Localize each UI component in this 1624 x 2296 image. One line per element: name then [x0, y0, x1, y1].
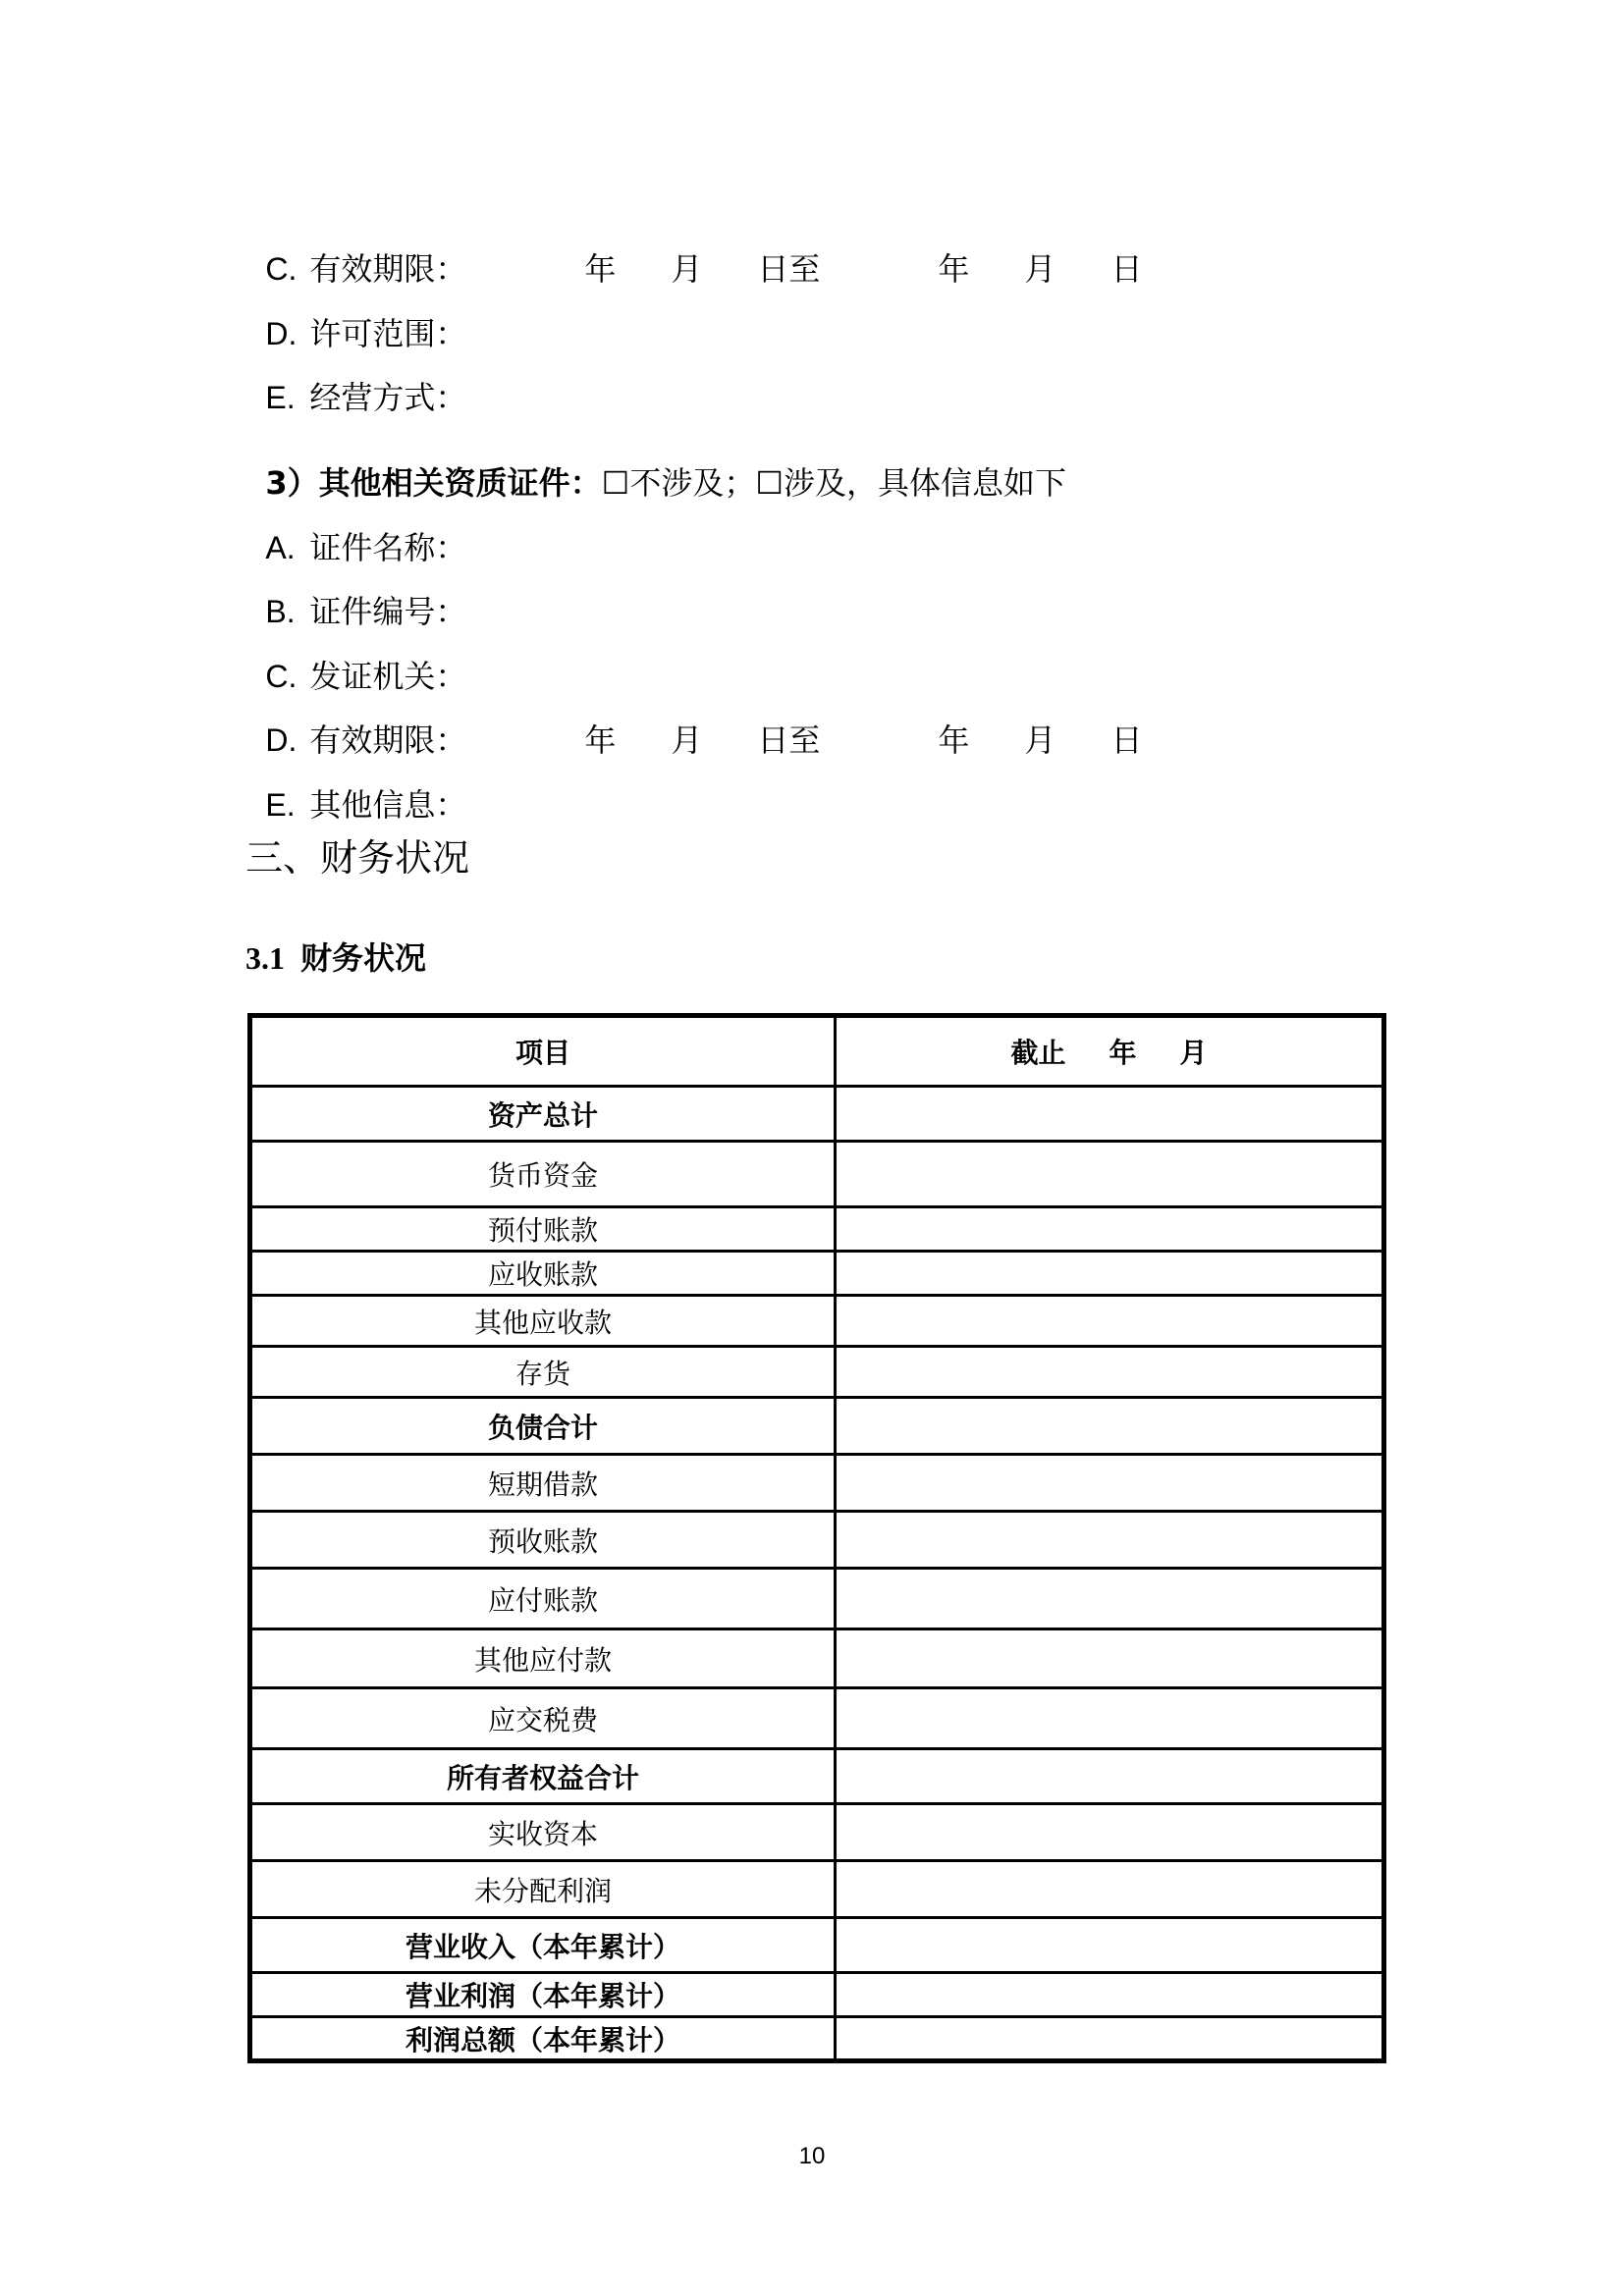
financial-table [247, 1013, 1386, 2063]
item-label: D. [265, 316, 298, 351]
table-row [250, 1688, 1384, 1749]
day-to-mark: 日至 [757, 250, 821, 288]
item-text: 发证机关： [309, 658, 467, 695]
table-row [250, 1398, 1384, 1455]
item-label: C. [265, 659, 298, 694]
cert-other-info-line [245, 746, 466, 825]
option-involved: 涉及，具体信息如下 [784, 464, 1067, 502]
header-period [836, 1016, 1384, 1087]
table-row [250, 1973, 1384, 2017]
item-label: E. [265, 380, 296, 415]
item-text: 有效期限： [309, 250, 467, 288]
value-cell[interactable] [836, 1296, 1384, 1347]
checkbox-involved[interactable]: ☐ [755, 464, 785, 502]
row-label: 货币资金 [250, 1142, 836, 1207]
table-row [250, 1087, 1384, 1142]
value-cell[interactable] [836, 1398, 1384, 1455]
row-label: 资产总计 [250, 1087, 836, 1142]
subsection-number: 3.1 [245, 940, 285, 976]
page-number: 10 [798, 2143, 826, 2169]
row-label: 利润总额（本年累计） [250, 2017, 836, 2061]
table-row [250, 1142, 1384, 1207]
item-text: 有效期限： [309, 721, 467, 759]
table-row [250, 1629, 1384, 1688]
item-label: C. [265, 251, 298, 287]
value-cell[interactable] [836, 1918, 1384, 1973]
table-row [250, 1749, 1384, 1804]
item-text: 证件名称： [309, 529, 467, 566]
item-label: B. [265, 594, 296, 629]
item-label: D. [265, 722, 298, 758]
value-cell[interactable] [836, 1629, 1384, 1688]
value-cell[interactable] [836, 1804, 1384, 1861]
item-text: 其他信息： [309, 786, 467, 824]
period-month: 月 [1179, 1037, 1208, 1069]
value-cell[interactable] [836, 1207, 1384, 1252]
row-label: 其他应收款 [250, 1296, 836, 1347]
year-mark: 年 [584, 250, 617, 288]
row-label: 应收账款 [250, 1252, 836, 1296]
period-prefix: 截止 [1010, 1037, 1066, 1069]
item-text: 经营方式： [309, 379, 467, 416]
header-item: 项目 [250, 1016, 836, 1087]
table-row [250, 2017, 1384, 2061]
year-mark: 年 [938, 721, 970, 759]
item-label: A. [265, 530, 296, 565]
period-year: 年 [1109, 1037, 1137, 1069]
option-not-involved: 不涉及； [629, 464, 756, 502]
subsection-text: 财务状况 [300, 939, 427, 977]
table-header-row [250, 1016, 1384, 1087]
table-row [250, 1861, 1384, 1918]
month-mark: 月 [1024, 250, 1056, 288]
value-cell[interactable] [836, 1512, 1384, 1569]
month-mark: 月 [671, 721, 703, 759]
row-label: 存货 [250, 1347, 836, 1398]
table-row [250, 1347, 1384, 1398]
value-cell[interactable] [836, 1973, 1384, 2017]
year-mark: 年 [938, 250, 970, 288]
table-row [250, 1207, 1384, 1252]
row-label: 未分配利润 [250, 1861, 836, 1918]
table-row [250, 1296, 1384, 1347]
month-mark: 月 [671, 250, 703, 288]
day-mark: 日 [1110, 721, 1143, 759]
license-mode-line [245, 339, 466, 417]
value-cell[interactable] [836, 1252, 1384, 1296]
row-label: 短期借款 [250, 1455, 836, 1512]
item-text: 证件编号： [309, 593, 467, 630]
value-cell[interactable] [836, 1861, 1384, 1918]
value-cell[interactable] [836, 1455, 1384, 1512]
item-text: 许可范围： [309, 315, 467, 352]
value-cell[interactable] [836, 1749, 1384, 1804]
row-label: 实收资本 [250, 1804, 836, 1861]
day-mark: 日 [1110, 250, 1143, 288]
value-cell[interactable] [836, 1347, 1384, 1398]
table-row [250, 1512, 1384, 1569]
item-label: E. [265, 787, 296, 823]
table-row [250, 1804, 1384, 1861]
value-cell[interactable] [836, 1087, 1384, 1142]
month-mark: 月 [1024, 721, 1056, 759]
value-cell[interactable] [836, 1569, 1384, 1629]
table-row [250, 1252, 1384, 1296]
section-title: 三、财务状况 [245, 836, 470, 880]
row-label: 应交税费 [250, 1688, 836, 1749]
table-row [250, 1918, 1384, 1973]
day-to-mark: 日至 [757, 721, 821, 759]
checkbox-not-involved[interactable]: ☐ [601, 464, 630, 502]
value-cell[interactable] [836, 1142, 1384, 1207]
row-label: 营业收入（本年累计） [250, 1918, 836, 1973]
subsection-title [245, 938, 426, 978]
other-cert-title: 3）其他相关资质证件： [265, 464, 602, 502]
row-label: 预付账款 [250, 1207, 836, 1252]
value-cell[interactable] [836, 1688, 1384, 1749]
row-label: 其他应付款 [250, 1629, 836, 1688]
table-row [250, 1455, 1384, 1512]
table-row [250, 1569, 1384, 1629]
row-label: 所有者权益合计 [250, 1749, 836, 1804]
row-label: 应付账款 [250, 1569, 836, 1629]
row-label: 负债合计 [250, 1398, 836, 1455]
year-mark: 年 [584, 721, 617, 759]
row-label: 营业利润（本年累计） [250, 1973, 836, 2017]
row-label: 预收账款 [250, 1512, 836, 1569]
value-cell[interactable] [836, 2017, 1384, 2061]
